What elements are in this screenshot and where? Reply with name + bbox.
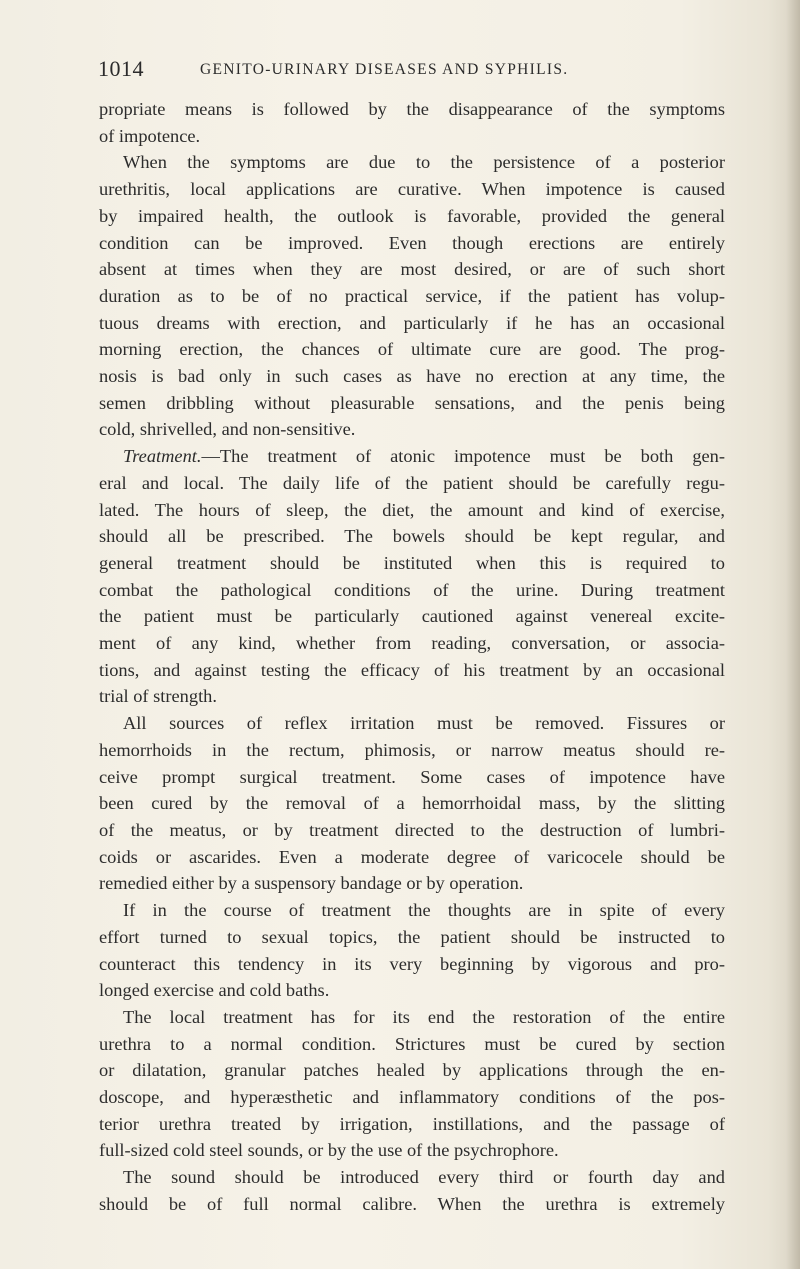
text-line: morning erection, the chances of ultimate cure are good. The prog- [99,339,725,360]
page-edge-shadow [786,0,800,1269]
text-line-continuation: —The treatment of atonic impotence must be both gen- [201,446,725,467]
text-line: cold, shrivelled, and non-sensitive. [99,419,356,440]
text-line: duration as to be of no practical service, if the patient has volup- [99,285,725,306]
text-line: combat the pathological conditions of the urine. During treatment [99,579,725,600]
text-line: eral and local. The daily life of the patient should be carefully regu- [99,472,725,493]
text-line: hemorrhoids in the rectum, phimosis, or narrow meatus should re- [99,739,725,760]
text-line: urethritis, local applications are curative. When impotence is caused [99,179,725,200]
text-line: or dilatation, granular patches healed by applications through the en- [99,1060,725,1081]
text-line [99,443,725,470]
section-heading-treatment: Treatment. [123,446,202,467]
text-line: tions, and against testing the efficacy of his treatment by an occasional [99,659,725,680]
text-line: semen dribbling without pleasurable sensations, and the penis being [99,392,725,413]
text-line: The sound should be introduced every third or fourth day and [123,1167,725,1188]
text-line: of the meatus, or by treatment directed to the destruction of lumbri- [99,819,725,840]
text-line: condition can be improved. Even though erections are entirely [99,232,725,253]
page-number: 1014 [98,56,144,81]
text-line: terior urethra treated by irrigation, instillations, and the passage of [99,1113,725,1134]
text-line: counteract this tendency in its very beginning by vigorous and pro- [99,953,725,974]
text-line: should all be prescribed. The bowels should be kept regular, and [99,526,725,547]
text-line: ceive prompt surgical treatment. Some cases of impotence have [99,766,725,787]
text-line: effort turned to sexual topics, the patient should be instructed to [99,926,725,947]
text-line: lated. The hours of sleep, the diet, the amount and kind of exercise, [99,499,725,520]
text-line: When the symptoms are due to the persistence of a posterior [123,152,725,173]
text-line: urethra to a normal condition. Strictures must be cured by section [99,1033,725,1054]
text-line: If in the course of treatment the thoughts are in spite of every [123,900,725,921]
body-text [99,96,725,1218]
text-line: tuous dreams with erection, and particularly if he has an occasional [99,312,725,333]
text-line: of impotence. [99,125,201,146]
page-header [98,56,738,86]
text-line: longed exercise and cold baths. [99,980,330,1001]
text-line: full-sized cold steel sounds, or by the use of the psychrophore. [99,1140,559,1161]
text-line: ment of any kind, whether from reading, conversation, or associa- [99,633,725,654]
text-line: nosis is bad only in such cases as have no erection at any time, the [99,366,725,387]
text-line: absent at times when they are most desired, or are of such short [99,259,725,280]
text-line: by impaired health, the outlook is favorable, provided the general [99,205,725,226]
text-line: been cured by the removal of a hemorrhoidal mass, by the slitting [99,793,725,814]
text-line: All sources of reflex irritation must be removed. Fissures or [123,713,725,734]
running-title: GENITO-URINARY DISEASES AND SYPHILIS. [200,61,569,78]
text-line: The local treatment has for its end the restoration of the entire [123,1006,725,1027]
text-line: propriate means is followed by the disappearance of the symptoms [99,99,725,119]
text-line: the patient must be particularly cautioned against venereal excite- [99,606,725,627]
text-line: doscope, and hyperæsthetic and inflammatory conditions of the pos- [99,1087,725,1108]
text-line: coids or ascarides. Even a moderate degree of varicocele should be [99,846,725,867]
text-line: trial of strength. [99,686,217,707]
text-line: should be of full normal calibre. When the urethra is extremely [99,1193,725,1214]
text-line: remedied either by a suspensory bandage or by operation. [99,873,524,894]
text-line: general treatment should be instituted when this is required to [99,552,725,573]
